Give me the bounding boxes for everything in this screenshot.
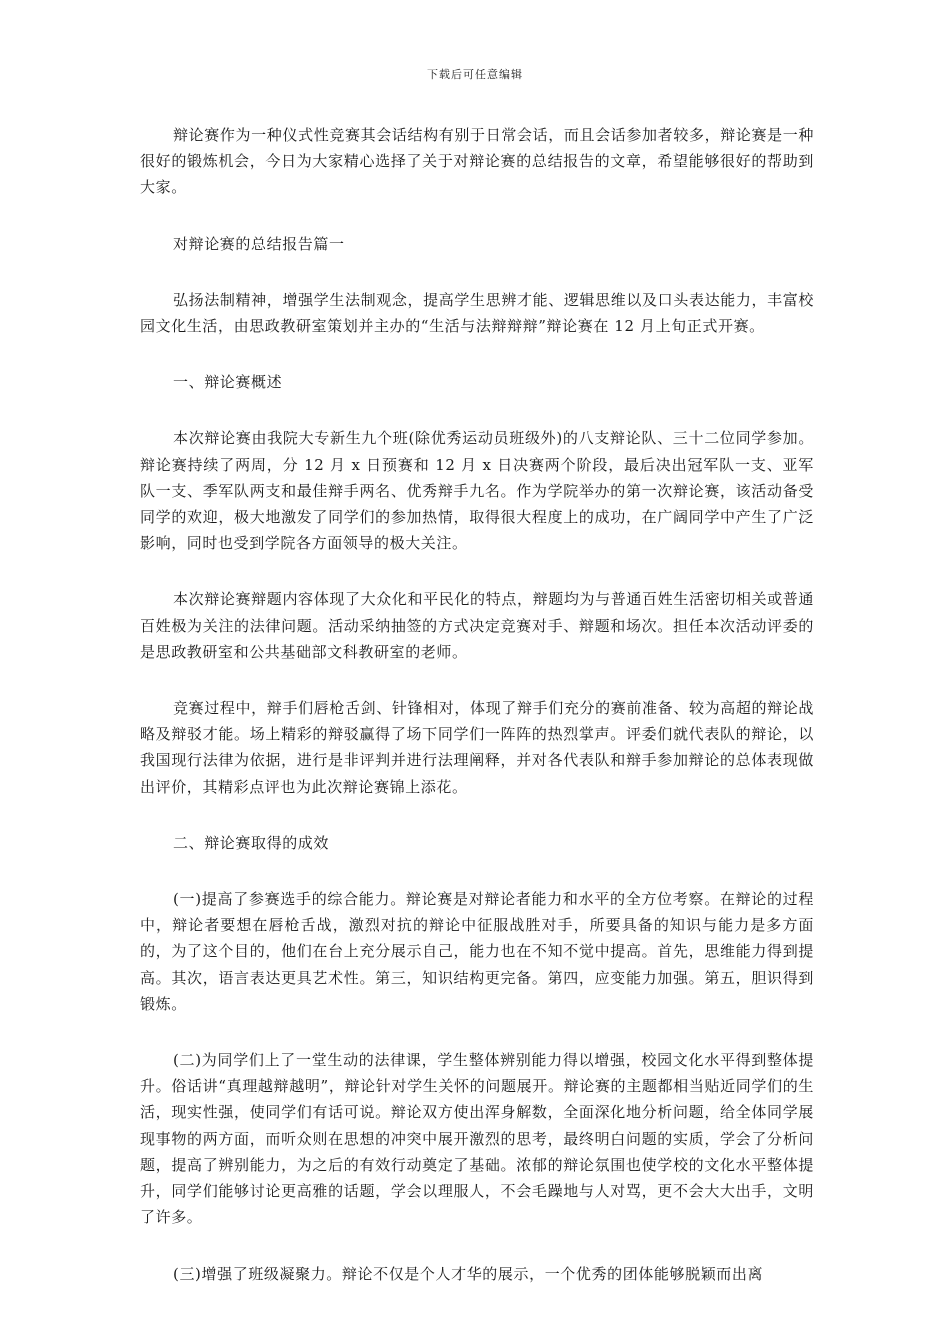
paragraph-1: 弘扬法制精神，增强学生法制观念，提高学生思辨才能、逻辑思维以及口头表达能力，丰富校园文化生活，由思政教研室策划并主办的“生活与法辩辩辩”辩论赛在 12 月上旬正式开赛。 bbox=[140, 290, 814, 336]
paragraph-7: (三)增强了班级凝聚力。辩论不仅是个人才华的展示，一个优秀的团体能够脱颖而出离 bbox=[173, 1264, 764, 1283]
heading-results: 二、辩论赛取得的成效 bbox=[173, 833, 330, 852]
paragraph-3: 本次辩论赛辩题内容体现了大众化和平民化的特点，辩题均为与普通百姓生活密切相关或普通百姓极为关注的法律问题。活动采纳抽签的方式决定竞赛对手、辩题和场次。担任本次活动评委的是思政教研室和公共基础部文科教研室的老师。 bbox=[140, 590, 814, 661]
paragraph-2: 本次辩论赛由我院大专新生九个班(除优秀运动员班级外)的八支辩论队、三十二位同学参加。辩论赛持续了两周，分 12 月 x 日预赛和 12 月 x 日决赛两个阶段，最后决出冠军队一支、亚军队一支、季军队两支和最佳辩手两名、优秀辩手九名。作为学院举办的第一次辩论赛，该活动备受同学的欢迎，极大地激发了同学们的参加热情，取得很大程度上的成功，在广阔同学中产生了广泛影响，同时也受到学院各方面领导的极大关注。 bbox=[140, 429, 814, 553]
heading-overview: 一、辩论赛概述 bbox=[173, 373, 283, 392]
header-note: 下载后可任意编辑 bbox=[427, 68, 523, 81]
intro-paragraph: 辩论赛作为一种仪式性竞赛其会话结构有别于日常会话，而且会话参加者较多，辩论赛是一种很好的锻炼机会，今日为大家精心选择了关于对辩论赛的总结报告的文章，希望能够很好的帮助到大家。 bbox=[140, 126, 814, 197]
paragraph-5: (一)提高了参赛选手的综合能力。辩论赛是对辩论者能力和水平的全方位考察。在辩论的过程中，辩论者要想在唇枪舌战，激烈对抗的辩论中征服战胜对手，所要具备的知识与能力是多方面的，为了这个目的，他们在台上充分展示自己，能力也在不知不觉中提高。首先，思维能力得到提高。其次，语言表达更具艺术性。第三，知识结构更完备。第四，应变能力加强。第五，胆识得到锻炼。 bbox=[140, 890, 814, 1013]
document-body bbox=[140, 122, 814, 1317]
section-title: 对辩论赛的总结报告篇一 bbox=[173, 234, 345, 253]
paragraph-4: 竞赛过程中，辩手们唇枪舌剑、针锋相对，体现了辩手们充分的赛前准备、较为高超的辩论战略及辩驳才能。场上精彩的辩驳赢得了场下同学们一阵阵的热烈掌声。评委们就代表队的辩论，以我国现行法律为依据，进行是非评判并进行法理阐释，并对各代表队和辩手参加辩论的总体表现做出评价，其精彩点评也为此次辩论赛锦上添花。 bbox=[140, 699, 814, 796]
paragraph-6: (二)为同学们上了一堂生动的法律课，学生整体辨别能力得以增强，校园文化水平得到整体提升。俗话讲“真理越辩越明”，辩论针对学生关怀的问题展开。辩论赛的主题都相当贴近同学们的生活，现实性强，使同学们有话可说。辩论双方使出浑身解数，全面深化地分析问题，给全体同学展现事物的两方面，而听众则在思想的冲突中展开激烈的思考，最终明白问题的实质，学会了分析问题，提高了辨别能力，为之后的有效行动奠定了基础。浓郁的辩论氛围也使学校的文化水平整体提升，同学们能够讨论更高雅的话题，学会以理服人，不会毛躁地与人对骂，更不会大大出手，文明了许多。 bbox=[140, 1051, 814, 1227]
